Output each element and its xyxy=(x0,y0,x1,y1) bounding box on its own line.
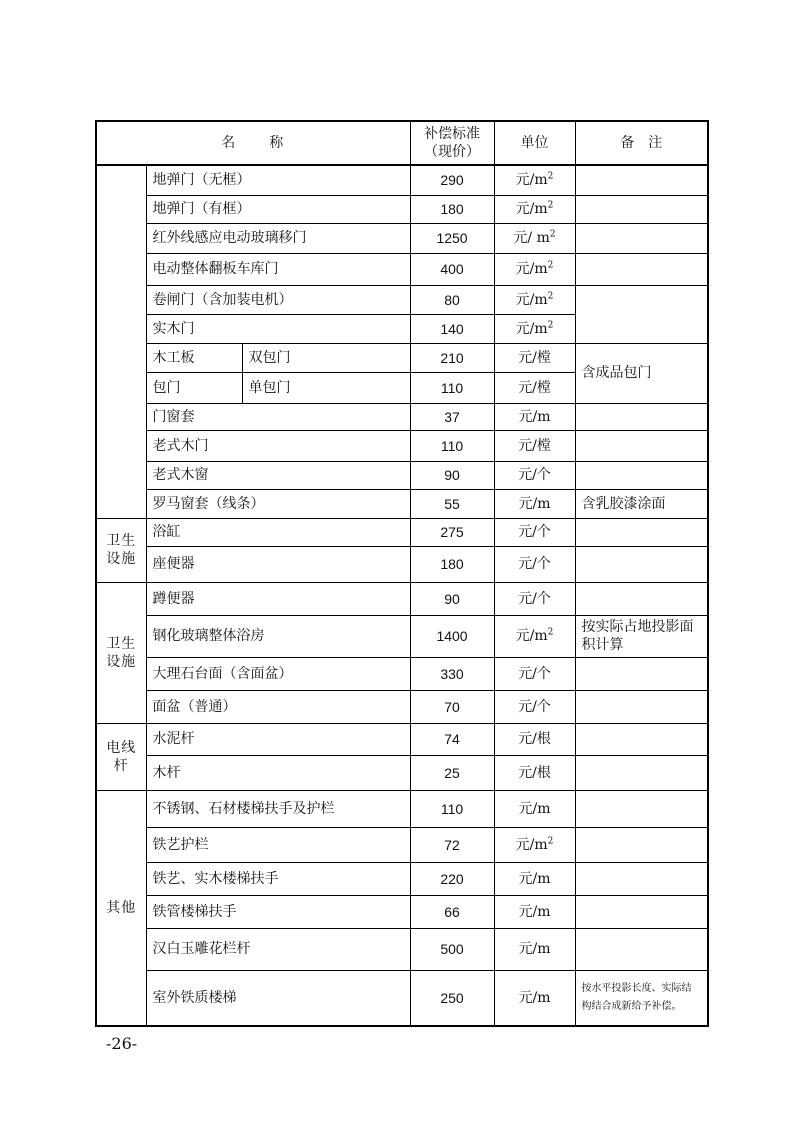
item-name: 蹲便器 xyxy=(146,582,410,615)
item-note xyxy=(575,723,708,755)
item-note xyxy=(575,253,708,285)
item-standard: 90 xyxy=(410,582,494,615)
item-standard: 80 xyxy=(410,285,494,314)
table-row xyxy=(96,343,708,372)
table-row xyxy=(96,195,708,223)
item-name: 电动整体翻板车库门 xyxy=(146,253,410,285)
item-unit: 元/根 xyxy=(494,723,575,755)
item-name: 铁艺、实木楼梯扶手 xyxy=(146,862,410,895)
item-note xyxy=(575,827,708,862)
item-unit: 元/个 xyxy=(494,582,575,615)
item-unit: 元/m xyxy=(494,970,575,1026)
item-unit: 元/个 xyxy=(494,657,575,690)
item-unit: 元$/m^2$ xyxy=(494,253,575,285)
item-unit: 元/个 xyxy=(494,518,575,546)
item-name: 浴缸 xyxy=(146,518,410,546)
item-name: 钢化玻璃整体浴房 xyxy=(146,615,410,657)
item-name: 包门 xyxy=(146,372,242,403)
item-unit: 元/樘 xyxy=(494,372,575,403)
item-standard: 72 xyxy=(410,827,494,862)
item-note xyxy=(575,223,708,253)
table-row xyxy=(96,518,708,546)
item-name: 实木门 xyxy=(146,314,410,343)
item-standard: 250 xyxy=(410,970,494,1026)
table-row xyxy=(96,723,708,755)
item-note xyxy=(575,755,708,790)
table-row xyxy=(96,657,708,690)
table-row xyxy=(96,755,708,790)
item-standard: 290 xyxy=(410,165,494,195)
item-name: 汉白玉雕花栏杆 xyxy=(146,928,410,970)
item-name: 不锈钢、石材楼梯扶手及护栏 xyxy=(146,790,410,827)
item-note xyxy=(575,195,708,223)
item-unit: 元$/m^2$ xyxy=(494,195,575,223)
item-unit: 元/ $m^2$ xyxy=(494,223,575,253)
item-standard: 74 xyxy=(410,723,494,755)
table-row xyxy=(96,928,708,970)
item-note xyxy=(575,582,708,615)
item-note xyxy=(575,862,708,895)
item-name: 木杆 xyxy=(146,755,410,790)
category-cell: 卫生 设施 xyxy=(96,582,146,723)
table-row xyxy=(96,253,708,285)
page-number: -26- xyxy=(106,1034,138,1053)
table-row xyxy=(96,489,708,518)
item-standard: 220 xyxy=(410,862,494,895)
item-standard: 110 xyxy=(410,790,494,827)
item-unit: 元/根 xyxy=(494,755,575,790)
item-standard: 110 xyxy=(410,372,494,403)
item-note xyxy=(575,165,708,195)
table-row xyxy=(96,285,708,314)
item-unit: 元$/m^2$ xyxy=(494,615,575,657)
item-unit: 元$/m^2$ xyxy=(494,827,575,862)
item-note xyxy=(575,403,708,430)
item-note xyxy=(575,461,708,489)
item-standard: 66 xyxy=(410,895,494,928)
item-unit: 元/m xyxy=(494,928,575,970)
item-standard: 90 xyxy=(410,461,494,489)
item-standard: 275 xyxy=(410,518,494,546)
item-note xyxy=(575,546,708,582)
item-unit: 元$/m^2$ xyxy=(494,165,575,195)
item-name: 木工板 xyxy=(146,343,242,372)
table-row xyxy=(96,165,708,195)
item-unit: 元$/m^2$ xyxy=(494,314,575,343)
item-note xyxy=(575,895,708,928)
category-cell xyxy=(96,165,146,518)
category-cell: 卫生 设施 xyxy=(96,518,146,582)
item-note: 按实际占地投影面积计算 xyxy=(575,615,708,657)
item-unit: 元/个 xyxy=(494,546,575,582)
item-name: 卷闸门（含加装电机） xyxy=(146,285,410,314)
item-standard: 25 xyxy=(410,755,494,790)
item-name: 大理石台面（含面盆） xyxy=(146,657,410,690)
item-standard: 210 xyxy=(410,343,494,372)
header-note: 备 注 xyxy=(575,121,708,165)
table-row xyxy=(96,790,708,827)
item-note xyxy=(575,430,708,461)
item-name: 地弹门（有框） xyxy=(146,195,410,223)
compensation-table xyxy=(95,120,709,1027)
item-note xyxy=(575,690,708,723)
item-standard: 330 xyxy=(410,657,494,690)
item-name: 地弹门（无框） xyxy=(146,165,410,195)
item-note: 含乳胶漆涂面 xyxy=(575,489,708,518)
table-row xyxy=(96,615,708,657)
item-standard: 70 xyxy=(410,690,494,723)
item-name: 罗马窗套（线条） xyxy=(146,489,410,518)
table-row xyxy=(96,970,708,1026)
item-unit: 元$/m^2$ xyxy=(494,285,575,314)
item-name: 红外线感应电动玻璃移门 xyxy=(146,223,410,253)
item-note xyxy=(575,657,708,690)
item-unit: 元/m xyxy=(494,895,575,928)
item-standard: 1250 xyxy=(410,223,494,253)
table-row xyxy=(96,430,708,461)
table-row xyxy=(96,862,708,895)
item-note xyxy=(575,928,708,970)
category-cell: 其他 xyxy=(96,790,146,1026)
item-unit: 元/个 xyxy=(494,461,575,489)
item-unit: 元/m xyxy=(494,403,575,430)
item-note: 按水平投影长度、实际结构结合成新给予补偿。 xyxy=(575,970,708,1026)
item-note: 含成品包门 xyxy=(575,343,708,403)
item-unit: 元/个 xyxy=(494,690,575,723)
table-header-row xyxy=(96,121,708,165)
item-standard: 180 xyxy=(410,546,494,582)
item-name: 座便器 xyxy=(146,546,410,582)
item-unit: 元/樘 xyxy=(494,343,575,372)
item-standard: 140 xyxy=(410,314,494,343)
item-name: 室外铁质楼梯 xyxy=(146,970,410,1026)
table-row xyxy=(96,895,708,928)
item-unit: 元/m xyxy=(494,489,575,518)
item-standard: 1400 xyxy=(410,615,494,657)
table-row xyxy=(96,827,708,862)
item-subtype: 单包门 xyxy=(242,372,410,403)
table-row xyxy=(96,582,708,615)
item-note xyxy=(575,518,708,546)
item-standard: 400 xyxy=(410,253,494,285)
item-unit: 元/m xyxy=(494,862,575,895)
item-unit: 元/樘 xyxy=(494,430,575,461)
item-standard: 500 xyxy=(410,928,494,970)
item-name: 水泥杆 xyxy=(146,723,410,755)
header-standard: 补偿标准 （现价） xyxy=(410,121,494,165)
table-row xyxy=(96,461,708,489)
item-name: 铁管楼梯扶手 xyxy=(146,895,410,928)
table-row xyxy=(96,546,708,582)
item-name: 面盆（普通） xyxy=(146,690,410,723)
item-subtype: 双包门 xyxy=(242,343,410,372)
category-cell: 电线 杆 xyxy=(96,723,146,790)
item-name: 老式木门 xyxy=(146,430,410,461)
header-name: 名 称 xyxy=(96,121,410,165)
table-row xyxy=(96,690,708,723)
item-note xyxy=(575,790,708,827)
table-row xyxy=(96,403,708,430)
item-standard: 55 xyxy=(410,489,494,518)
table-row xyxy=(96,223,708,253)
header-unit: 单位 xyxy=(494,121,575,165)
item-standard: 180 xyxy=(410,195,494,223)
item-name: 铁艺护栏 xyxy=(146,827,410,862)
item-standard: 110 xyxy=(410,430,494,461)
item-name: 老式木窗 xyxy=(146,461,410,489)
item-note xyxy=(575,285,708,343)
item-unit: 元/m xyxy=(494,790,575,827)
item-name: 门窗套 xyxy=(146,403,410,430)
item-standard: 37 xyxy=(410,403,494,430)
